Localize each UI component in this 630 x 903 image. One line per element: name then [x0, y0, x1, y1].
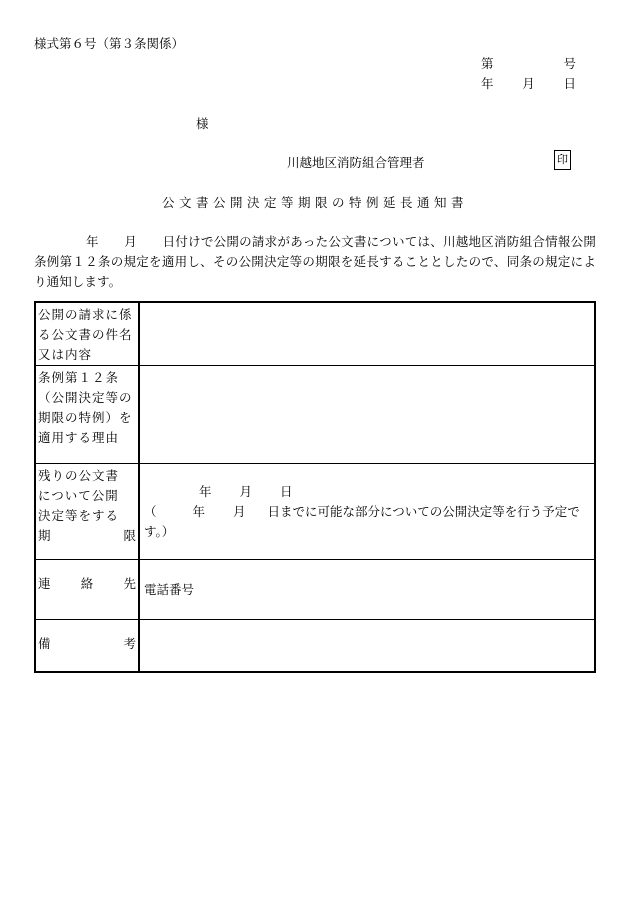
document-date: [481, 74, 576, 92]
label-line: [38, 574, 136, 594]
plan-year: 年: [192, 504, 206, 519]
label-line: 残りの公文書: [38, 468, 120, 483]
sender-name: 川越地区消防組合管理者: [287, 155, 425, 170]
value-remaining-deadline[interactable]: [139, 464, 595, 560]
addressee-honorific: 様: [196, 116, 209, 131]
value-reason[interactable]: [139, 366, 595, 464]
label-contact: [35, 560, 139, 620]
deadline-date: [144, 482, 590, 502]
label-document-subject: 公開の請求に係る公文書の件名又は内容: [35, 302, 139, 366]
value-contact[interactable]: [139, 560, 595, 620]
label-char: 備: [38, 636, 51, 651]
table-row: [35, 464, 595, 560]
plan-open-paren: （: [144, 504, 157, 519]
table-row: [35, 620, 595, 672]
label-char: 先: [123, 576, 136, 591]
table-row: [35, 366, 595, 464]
notice-table: [34, 301, 596, 673]
form-number: 様式第６号（第３条関係）: [34, 36, 185, 51]
label-char: 限: [123, 528, 136, 543]
plan-month: 月: [233, 504, 246, 519]
phone-label: 電話番号: [144, 582, 195, 597]
label-line: [38, 526, 136, 546]
label-char: 連: [38, 576, 51, 591]
value-document-subject[interactable]: [139, 302, 595, 366]
document-number: [481, 54, 576, 72]
partial-plan: [144, 502, 590, 542]
table-row: [35, 302, 595, 366]
document-title: 公文書公開決定等期限の特例延長通知書: [161, 195, 468, 210]
label-line: [38, 634, 136, 654]
date-year-label: 年: [481, 76, 494, 91]
label-char: 期: [38, 528, 51, 543]
deadline-day: 日: [280, 484, 293, 499]
date-day-label: 日: [563, 76, 576, 91]
table-row: [35, 560, 595, 620]
date-month-label: 月: [522, 76, 535, 91]
label-char: 絡: [80, 576, 94, 591]
label-reason: 条例第１２条（公開決定等の期限の特例）を適用する理由: [35, 366, 139, 464]
seal-mark: 印: [554, 150, 571, 170]
plan-text: 日までに可能な部分についての公開決定等を行う予定です。）: [144, 504, 580, 539]
deadline-year: 年: [199, 484, 212, 499]
doc-number-prefix: 第: [481, 56, 494, 71]
notice-body: 年 月 日付けで公開の請求があった公文書については、川越地区消防組合情報公開条例第１２条の規定を適用し、その公開決定等の期限を延長することとしたので、同条の規定により通知します。: [34, 234, 596, 289]
label-char: 考: [123, 636, 136, 651]
value-remarks[interactable]: [139, 620, 595, 672]
label-remarks: [35, 620, 139, 672]
label-line: 決定等をする: [38, 508, 120, 523]
doc-number-suffix: 号: [563, 56, 576, 71]
label-remaining-deadline: [35, 464, 139, 560]
label-line: について公開: [38, 488, 119, 503]
deadline-month: 月: [239, 484, 253, 499]
